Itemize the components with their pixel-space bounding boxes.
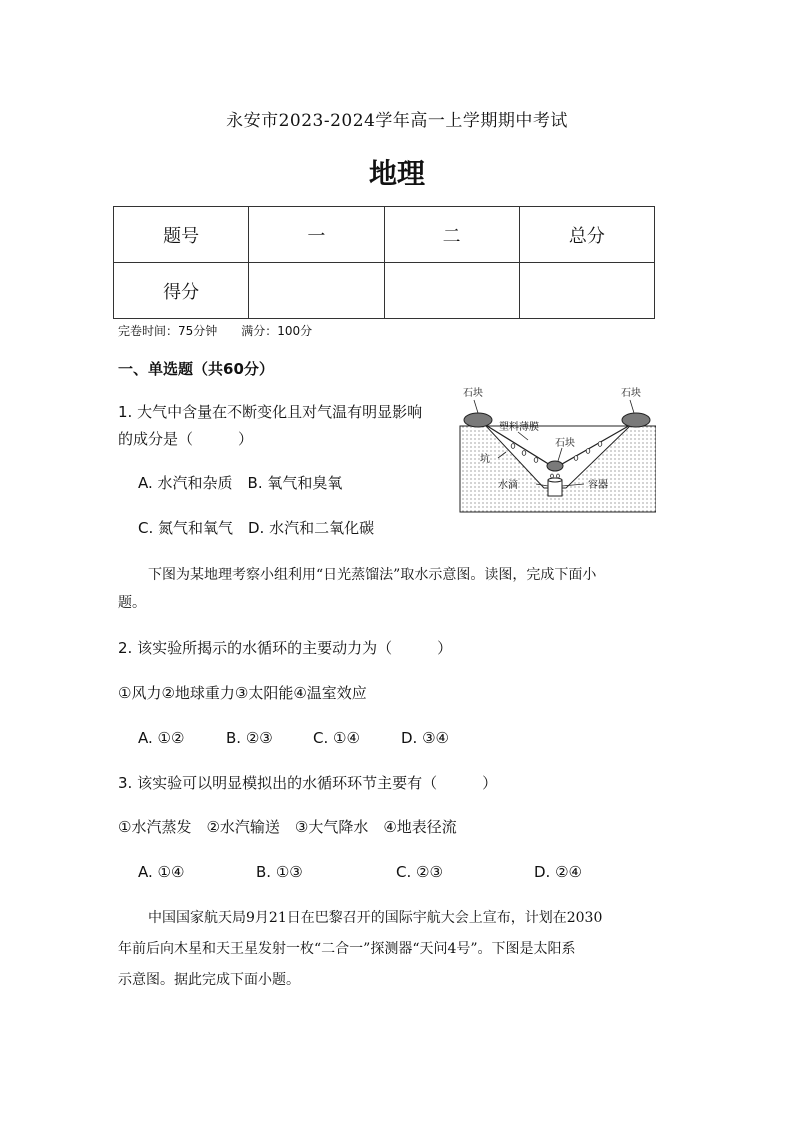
- score-cell-total: 总分: [519, 207, 654, 263]
- score-table-score-row: [114, 263, 655, 319]
- label-stone-center: 石块: [555, 438, 575, 449]
- label-stone-left: 石块: [463, 388, 483, 399]
- q2-option-b: B. ②③: [226, 729, 273, 747]
- q3-option-c: C. ②③: [396, 863, 443, 881]
- q1-stem-line2: 的成分是（ ）: [118, 430, 254, 448]
- q3-option-b: B. ①③: [256, 863, 303, 881]
- score-cell-part2: 二: [384, 207, 519, 263]
- q1-options-line2: C. 氮气和氧气 D. 水汽和二氧化碳: [138, 519, 375, 537]
- intro2-line2: 题。: [118, 595, 146, 611]
- score-table: [113, 206, 655, 319]
- intro4-line3: 示意图。据此完成下面小题。: [118, 972, 300, 988]
- solar-distillation-diagram: [458, 382, 656, 518]
- q3-stem: 3. 该实验可以明显模拟出的水循环环节主要有（ ）: [118, 774, 498, 792]
- q2-option-d: D. ③④: [401, 729, 449, 747]
- q2-items: ①风力②地球重力③太阳能④温室效应: [118, 684, 367, 702]
- q2-option-c: C. ①④: [313, 729, 360, 747]
- score-cell-label: 题号: [114, 207, 249, 263]
- intro4-line2: 年前后向木星和天王星发射一枚“二合一”探测器“天问4号”。下图是太阳系: [118, 941, 576, 957]
- stone-center: [547, 461, 563, 471]
- label-droplet: 水滴: [498, 480, 518, 491]
- score-table-header-row: [114, 207, 655, 263]
- intro4-line1: 中国国家航天局9月21日在巴黎召开的国际宇航大会上宣布，计划在2030: [148, 910, 603, 926]
- q3-option-a: A. ①④: [138, 863, 185, 881]
- label-stone-right: 石块: [621, 388, 641, 399]
- label-pit: 坑: [480, 454, 490, 465]
- q2-stem: 2. 该实验所揭示的水循环的主要动力为（ ）: [118, 639, 453, 657]
- q1-stem-line1: 1. 大气中含量在不断变化且对气温有明显影响: [118, 403, 423, 421]
- score-cell-score-total: [519, 263, 654, 319]
- score-cell-score-part1: [249, 263, 384, 319]
- q3-option-d: D. ②④: [534, 863, 582, 881]
- exam-time: 完卷时间：75分钟: [118, 324, 218, 338]
- label-film: 塑料薄膜: [499, 422, 539, 433]
- q3-items: ①水汽蒸发 ②水汽输送 ③大气降水 ④地表径流: [118, 818, 457, 836]
- exam-title: 永安市2023-2024学年高一上学期期中考试: [226, 111, 568, 131]
- section-title: 一、单选题（共60分）: [118, 360, 274, 378]
- q1-options-line1: A. 水汽和杂质 B. 氧气和臭氧: [138, 474, 343, 492]
- stone-right: [622, 413, 650, 427]
- score-cell-score-part2: [384, 263, 519, 319]
- exam-meta: [118, 322, 312, 339]
- score-cell-score-label: 得分: [114, 263, 249, 319]
- exam-full-score: 满分：100分: [241, 324, 313, 338]
- score-cell-part1: 一: [249, 207, 384, 263]
- stone-left: [464, 413, 492, 427]
- q2-option-a: A. ①②: [138, 729, 185, 747]
- subject-title: 地理: [368, 157, 425, 190]
- intro2-line1: 下图为某地理考察小组利用“日光蒸馏法”取水示意图。读图，完成下面小: [148, 567, 597, 583]
- label-container: 容器: [588, 480, 608, 491]
